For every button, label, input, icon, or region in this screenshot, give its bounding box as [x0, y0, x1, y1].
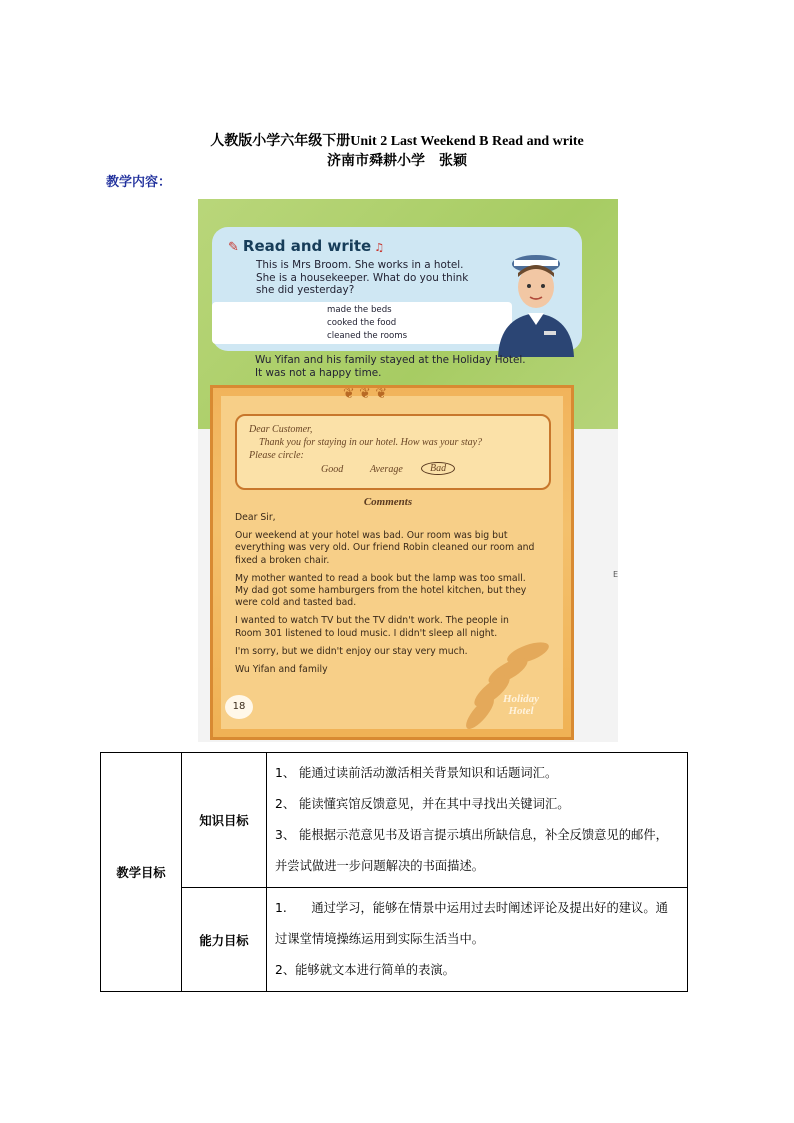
- ornament-icon: ❦ ❦ ❦: [343, 386, 388, 402]
- ability-goals: [267, 888, 688, 992]
- teaching-goals-table: [100, 752, 688, 992]
- page-number: 18: [225, 695, 253, 719]
- letter-text: Dear Sir, Our weekend at your hotel was bad. Our room was big but everything was very old. Our friend Robin cleaned our room and fixed a broken chair. My mother wanted to read a book but the lamp was too small. My dad got some hamburgers from the hotel kitchen, but they were cold and tasted bad. I wanted to watch TV but the TV didn't work. The people in Room 301 listened to loud music. I didn't sleep all night. I'm sorry, but we didn't enjoy our stay very much. Wu Yifan and family: [235, 512, 535, 676]
- list-item: 1、 能通过读前活动激活相关背景知识和话题词汇。: [275, 766, 558, 780]
- table-row: [101, 888, 688, 992]
- form-question: Thank you for staying in our hotel. How was your stay?: [259, 437, 483, 448]
- textbook-page-image: [198, 199, 618, 742]
- list-item: 2、能够就文本进行简单的表演。: [275, 963, 455, 977]
- housekeeper-illustration: [490, 247, 582, 357]
- goals-row-header: 教学目标: [101, 753, 182, 992]
- answer-options: made the beds cooked the food cleaned the rooms: [212, 302, 512, 344]
- comments-heading: Comments: [363, 496, 413, 508]
- feedback-form: [235, 414, 551, 490]
- read-and-write-heading: ✎ Read and write ♫: [228, 237, 385, 255]
- holiday-hotel-mark: Holiday Hotel: [503, 693, 540, 717]
- rating-average: Average: [370, 464, 403, 475]
- form-greeting: Dear Customer,: [249, 424, 313, 435]
- list-item: 3、 能根据示范意见书及语言提示填出所缺信息，补全反馈意见的邮件，并尝试做进一步问题解决的书面描述。: [275, 828, 668, 873]
- document-subtitle: 济南市舜耕小学 张颖: [327, 154, 467, 169]
- hotel-feedback-card: [210, 385, 574, 740]
- category-ability: 能力目标: [182, 888, 267, 992]
- form-instruction: Please circle:: [249, 450, 304, 461]
- section-label-teaching-content: 教学内容：: [106, 175, 172, 190]
- category-knowledge: 知识目标: [182, 753, 267, 888]
- intro-text: This is Mrs Broom. She works in a hotel. She is a housekeeper. What do you think she did yesterday?: [256, 259, 469, 296]
- rating-good: Good: [321, 464, 344, 475]
- table-row: [101, 753, 688, 888]
- list-item: 1. 通过学习，能够在情景中运用过去时阐述评论及提出好的建议。通过课堂情境操练运用到实际生活当中。: [275, 901, 668, 946]
- document-title: 人教版小学六年级下册Unit 2 Last Weekend B Read and write: [210, 134, 584, 149]
- audio-icon: ♫: [374, 241, 385, 254]
- edge-mark: E: [613, 570, 619, 579]
- letter-signature: Wu Yifan and family: [235, 664, 328, 676]
- story-intro: Wu Yifan and his family stayed at the Holiday Hotel. It was not a happy time.: [255, 354, 526, 379]
- knowledge-goals: [267, 753, 688, 888]
- letter-salutation: Dear Sir,: [235, 512, 276, 523]
- list-item: 2、 能读懂宾馆反馈意见，并在其中寻找出关键词汇。: [275, 797, 570, 811]
- pencil-book-icon: ✎: [228, 240, 239, 255]
- rating-bad-circled: Bad: [421, 462, 455, 475]
